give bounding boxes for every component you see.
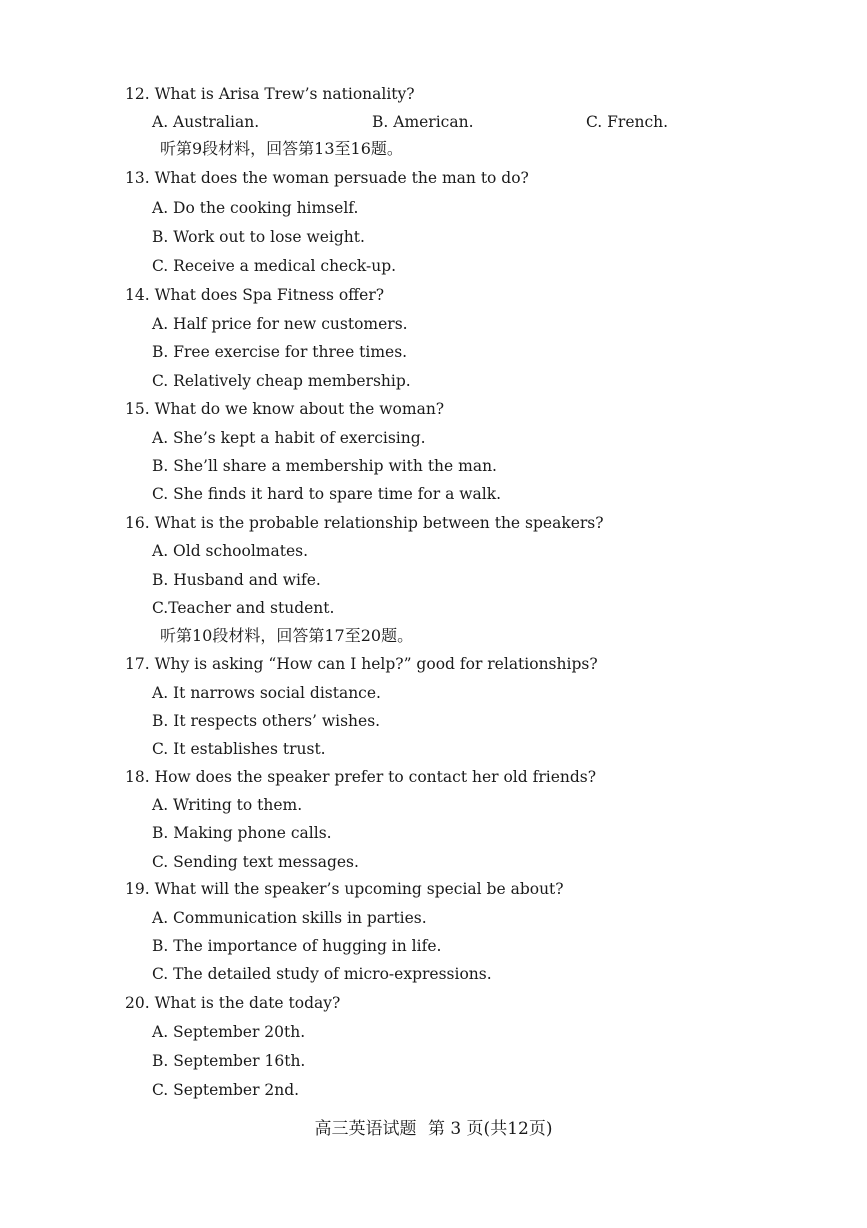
question-12-option-c: C. French. bbox=[586, 113, 669, 131]
footer-title: 高三英语试题 bbox=[314, 1119, 417, 1139]
question-13-option-b: B. Work out to lose weight. bbox=[152, 228, 365, 246]
question-18-option-c: C. Sending text messages. bbox=[152, 853, 359, 871]
question-18-stem: 18. How does the speaker prefer to contact her old friends? bbox=[125, 768, 597, 786]
question-17-option-b: B. It respects others’ wishes. bbox=[152, 712, 381, 730]
question-18-option-b: B. Making phone calls. bbox=[152, 824, 332, 842]
question-15-option-c: C. She finds it hard to spare time for a walk. bbox=[152, 485, 502, 503]
question-14-stem: 14. What does Spa Fitness offer? bbox=[125, 286, 385, 304]
section-header-9: 听第9段材料，回答第13至16题。 bbox=[160, 139, 403, 158]
question-13-option-c: C. Receive a medical check-up. bbox=[152, 257, 397, 275]
question-20-option-b: B. September 16th. bbox=[152, 1052, 306, 1070]
page-footer bbox=[0, 1118, 867, 1140]
question-12-option-b: B. American. bbox=[372, 113, 474, 131]
section-header-10: 听第10段材料，回答第17至20题。 bbox=[160, 626, 414, 645]
question-13-stem: 13. What does the woman persuade the man to do? bbox=[125, 169, 529, 187]
question-14-option-a: A. Half price for new customers. bbox=[152, 315, 408, 333]
question-17-stem: 17. Why is asking “How can I help?” good for relationships? bbox=[125, 655, 598, 673]
question-16-option-a: A. Old schoolmates. bbox=[152, 542, 309, 560]
question-16-option-b: B. Husband and wife. bbox=[152, 571, 321, 589]
question-16-option-c: C.Teacher and student. bbox=[152, 599, 335, 617]
question-19-option-b: B. The importance of hugging in life. bbox=[152, 937, 442, 955]
question-15-option-a: A. She’s kept a habit of exercising. bbox=[152, 429, 426, 447]
question-12-option-a: A. Australian. bbox=[152, 113, 260, 131]
question-15-stem: 15. What do we know about the woman? bbox=[125, 400, 445, 418]
question-12-stem: 12. What is Arisa Trew’s nationality? bbox=[125, 85, 415, 103]
question-15-option-b: B. She’ll share a membership with the man. bbox=[152, 457, 497, 475]
question-18-option-a: A. Writing to them. bbox=[152, 796, 303, 814]
question-19-option-c: C. The detailed study of micro-expressions. bbox=[152, 965, 492, 983]
question-19-option-a: A. Communication skills in parties. bbox=[152, 909, 427, 927]
question-14-option-c: C. Relatively cheap membership. bbox=[152, 372, 411, 390]
question-20-option-a: A. September 20th. bbox=[152, 1023, 306, 1041]
question-20-option-c: C. September 2nd. bbox=[152, 1081, 300, 1099]
question-20-stem: 20. What is the date today? bbox=[125, 994, 341, 1012]
footer-page-number: 第 3 页(共12页) bbox=[427, 1119, 553, 1139]
question-16-stem: 16. What is the probable relationship between the speakers? bbox=[125, 514, 604, 532]
question-19-stem: 19. What will the speaker’s upcoming special be about? bbox=[125, 880, 564, 898]
question-14-option-b: B. Free exercise for three times. bbox=[152, 343, 408, 361]
question-13-option-a: A. Do the cooking himself. bbox=[152, 199, 359, 217]
question-17-option-a: A. It narrows social distance. bbox=[152, 684, 381, 702]
question-17-option-c: C. It establishes trust. bbox=[152, 740, 326, 758]
